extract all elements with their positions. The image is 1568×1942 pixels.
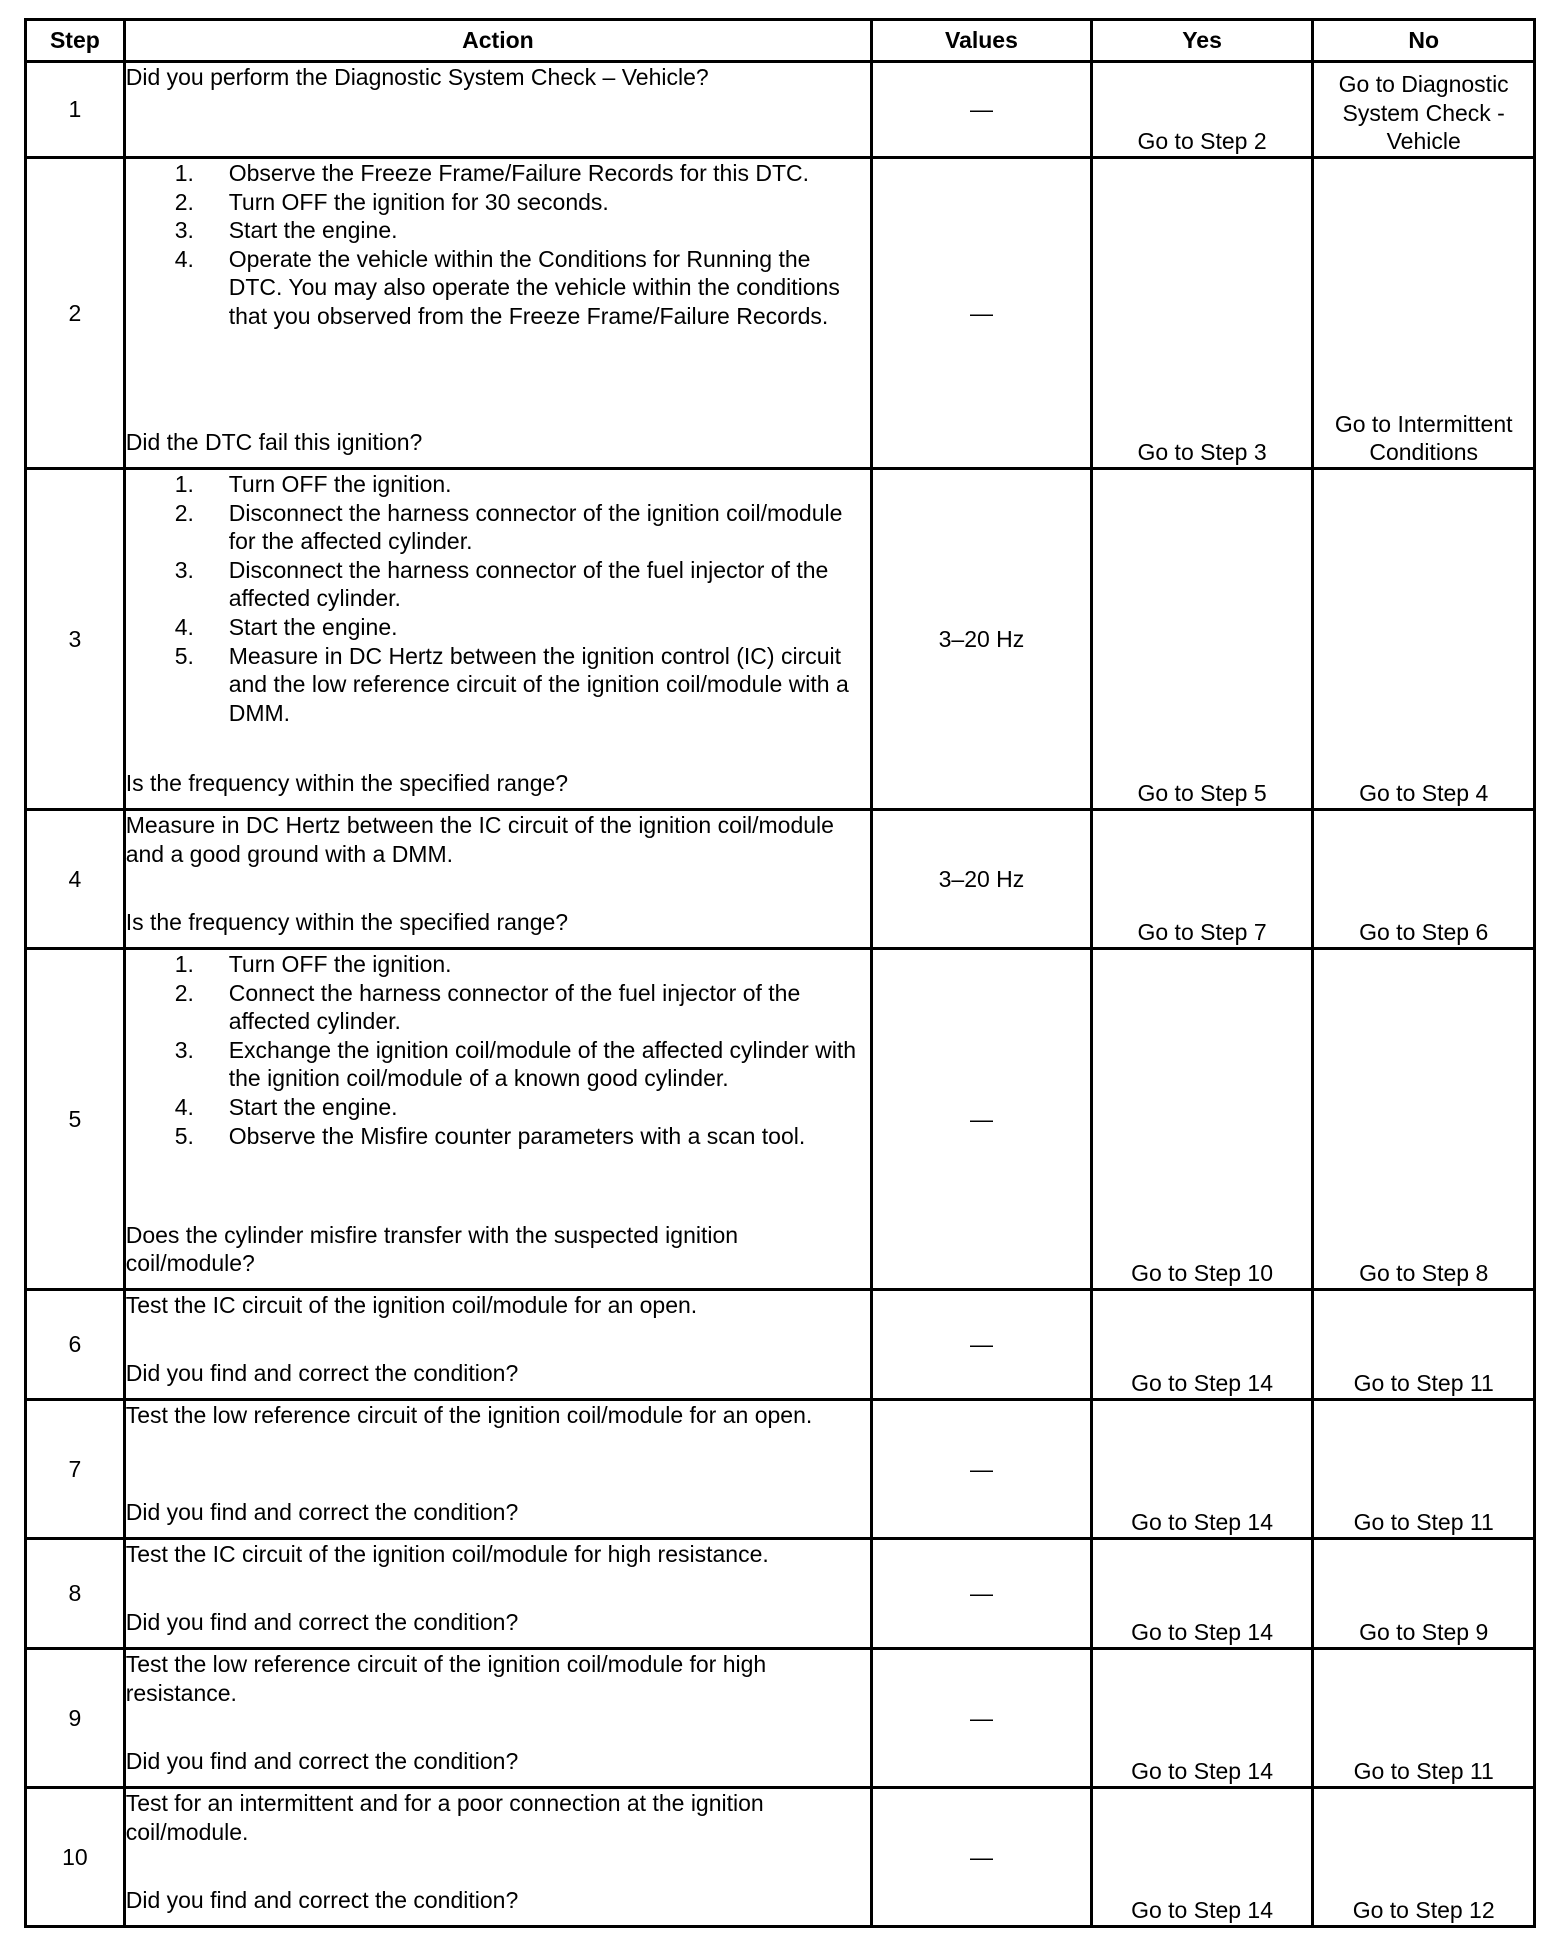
action-question: Did you find and correct the condition? (125, 1499, 519, 1526)
header-step: Step (26, 20, 125, 62)
list-item (126, 216, 870, 245)
step-number: 9 (26, 1649, 125, 1788)
values-cell: — (872, 949, 1092, 1290)
action-instruction: Test the low reference circuit of the ignition coil/module for high resistance. (125, 1651, 767, 1706)
no-cell: Go to Intermittent Conditions (1313, 158, 1535, 469)
action-question: Does the cylinder misfire transfer with the suspected ignition coil/module? (125, 1221, 739, 1277)
action-question: Did you find and correct the condition? (125, 1887, 519, 1914)
step-number: 7 (26, 1400, 125, 1539)
list-item (126, 1122, 870, 1151)
list-item-text: Measure in DC Hertz between the ignition control (IC) circuit and the low reference circuit of the ignition coil/module with a DMM. (228, 642, 849, 726)
values-cell: 3–20 Hz (872, 810, 1092, 949)
table-row (26, 1649, 1535, 1788)
values-cell: — (872, 62, 1092, 158)
list-item (126, 1036, 870, 1093)
list-item (126, 950, 870, 979)
header-no: No (1313, 20, 1535, 62)
list-item-text: Connect the harness connector of the fuel injector of the affected cylinder. (228, 979, 801, 1035)
action-cell (124, 1400, 871, 1539)
list-item (126, 470, 870, 499)
yes-cell: Go to Step 5 (1091, 469, 1313, 810)
header-action: Action (124, 20, 871, 62)
list-item-number: 2. (174, 188, 194, 215)
action-instruction: Test for an intermittent and for a poor connection at the ignition coil/module. (125, 1790, 764, 1845)
step-number: 10 (26, 1788, 125, 1927)
action-question: Did you find and correct the condition? (125, 1609, 519, 1636)
list-item (126, 159, 870, 188)
action-cell (124, 1649, 871, 1788)
action-steps-list (126, 159, 870, 331)
list-item (126, 1093, 870, 1122)
table-row (26, 1290, 1535, 1400)
action-cell (124, 158, 871, 469)
list-item-number: 5. (174, 642, 194, 669)
list-item-text: Turn OFF the ignition. (228, 951, 452, 977)
diagnostic-table-sheet (24, 18, 1536, 1928)
list-item (126, 499, 870, 556)
action-instruction: Test the low reference circuit of the ignition coil/module for an open. (125, 1402, 813, 1428)
list-item (126, 188, 870, 217)
list-item-text: Observe the Misfire counter parameters with a scan tool. (228, 1122, 806, 1149)
yes-cell: Go to Step 10 (1091, 949, 1313, 1290)
action-cell (124, 1290, 871, 1400)
table-row (26, 1539, 1535, 1649)
header-values: Values (872, 20, 1092, 62)
values-cell: — (872, 158, 1092, 469)
header-yes: Yes (1091, 20, 1313, 62)
values-cell: — (872, 1539, 1092, 1649)
action-cell (124, 62, 871, 158)
table-row (26, 1788, 1535, 1927)
table-row (26, 810, 1535, 949)
action-question: Is the frequency within the specified range? (125, 909, 569, 936)
list-item-number: 5. (174, 1122, 194, 1149)
action-instruction: Did you perform the Diagnostic System Check – Vehicle? (125, 64, 709, 90)
action-cell (124, 810, 871, 949)
list-item-number: 4. (174, 245, 194, 272)
list-item-number: 4. (174, 1093, 194, 1120)
list-item-text: Observe the Freeze Frame/Failure Records for this DTC. (228, 160, 810, 186)
yes-cell: Go to Step 14 (1091, 1539, 1313, 1649)
list-item-text: Exchange the ignition coil/module of the affected cylinder with the ignition coil/module of a known good cylinder. (228, 1036, 857, 1092)
list-item-number: 2. (174, 499, 194, 526)
list-item-text: Start the engine. (228, 217, 398, 244)
no-cell: Go to Diagnostic System Check - Vehicle (1313, 62, 1535, 158)
table-body (26, 62, 1535, 1927)
list-item (126, 642, 870, 728)
action-question: Is the frequency within the specified range? (125, 770, 569, 797)
list-item-text: Operate the vehicle within the Conditions for Running the DTC. You may also operate the vehicle within the conditions that you observed from the Freeze Frame/Failure Records. (228, 245, 840, 329)
list-item-number: 2. (174, 979, 194, 1006)
yes-cell: Go to Step 3 (1091, 158, 1313, 469)
table-row (26, 469, 1535, 810)
no-cell: Go to Step 12 (1313, 1788, 1535, 1927)
values-cell: 3–20 Hz (872, 469, 1092, 810)
no-cell: Go to Step 11 (1313, 1400, 1535, 1539)
list-item-number: 3. (174, 556, 194, 583)
step-number: 3 (26, 469, 125, 810)
list-item-text: Start the engine. (228, 1093, 398, 1120)
list-item-number: 3. (174, 217, 194, 244)
no-cell: Go to Step 11 (1313, 1290, 1535, 1400)
step-number: 5 (26, 949, 125, 1290)
no-cell: Go to Step 11 (1313, 1649, 1535, 1788)
diagnostic-table (24, 18, 1536, 1928)
yes-cell: Go to Step 2 (1091, 62, 1313, 158)
list-item-text: Turn OFF the ignition. (228, 471, 452, 497)
action-instruction: Measure in DC Hertz between the IC circuit of the ignition coil/module and a good ground with a DMM. (125, 812, 834, 867)
action-steps-list (126, 470, 870, 727)
list-item-text: Turn OFF the ignition for 30 seconds. (228, 188, 609, 215)
action-cell (124, 1788, 871, 1927)
values-cell: — (872, 1649, 1092, 1788)
list-item-text: Disconnect the harness connector of the ignition coil/module for the affected cylinder. (228, 499, 843, 555)
step-number: 1 (26, 62, 125, 158)
list-item-number: 1. (174, 471, 194, 497)
table-row (26, 1400, 1535, 1539)
table-header-row (26, 20, 1535, 62)
table-row (26, 158, 1535, 469)
step-number: 4 (26, 810, 125, 949)
table-row (26, 62, 1535, 158)
no-cell: Go to Step 4 (1313, 469, 1535, 810)
yes-cell: Go to Step 7 (1091, 810, 1313, 949)
action-instruction: Test the IC circuit of the ignition coil/module for high resistance. (125, 1541, 769, 1567)
list-item-number: 3. (174, 1036, 194, 1063)
action-question: Did you find and correct the condition? (125, 1748, 519, 1775)
action-cell (124, 469, 871, 810)
values-cell: — (872, 1290, 1092, 1400)
yes-cell: Go to Step 14 (1091, 1788, 1313, 1927)
no-cell: Go to Step 9 (1313, 1539, 1535, 1649)
list-item-number: 4. (174, 613, 194, 640)
list-item-text: Disconnect the harness connector of the fuel injector of the affected cylinder. (228, 556, 829, 612)
action-question: Did the DTC fail this ignition? (125, 429, 423, 456)
action-steps-list (126, 950, 870, 1150)
list-item (126, 245, 870, 331)
no-cell: Go to Step 8 (1313, 949, 1535, 1290)
yes-cell: Go to Step 14 (1091, 1400, 1313, 1539)
list-item (126, 613, 870, 642)
table-row (26, 949, 1535, 1290)
list-item (126, 979, 870, 1036)
values-cell: — (872, 1400, 1092, 1539)
step-number: 6 (26, 1290, 125, 1400)
yes-cell: Go to Step 14 (1091, 1649, 1313, 1788)
yes-cell: Go to Step 14 (1091, 1290, 1313, 1400)
step-number: 8 (26, 1539, 125, 1649)
list-item-text: Start the engine. (228, 613, 398, 640)
action-cell (124, 1539, 871, 1649)
no-cell: Go to Step 6 (1313, 810, 1535, 949)
values-cell: — (872, 1788, 1092, 1927)
list-item-number: 1. (174, 160, 194, 186)
action-instruction: Test the IC circuit of the ignition coil/module for an open. (125, 1292, 698, 1318)
action-question: Did you find and correct the condition? (125, 1360, 519, 1387)
list-item-number: 1. (174, 951, 194, 977)
action-cell (124, 949, 871, 1290)
step-number: 2 (26, 158, 125, 469)
list-item (126, 556, 870, 613)
